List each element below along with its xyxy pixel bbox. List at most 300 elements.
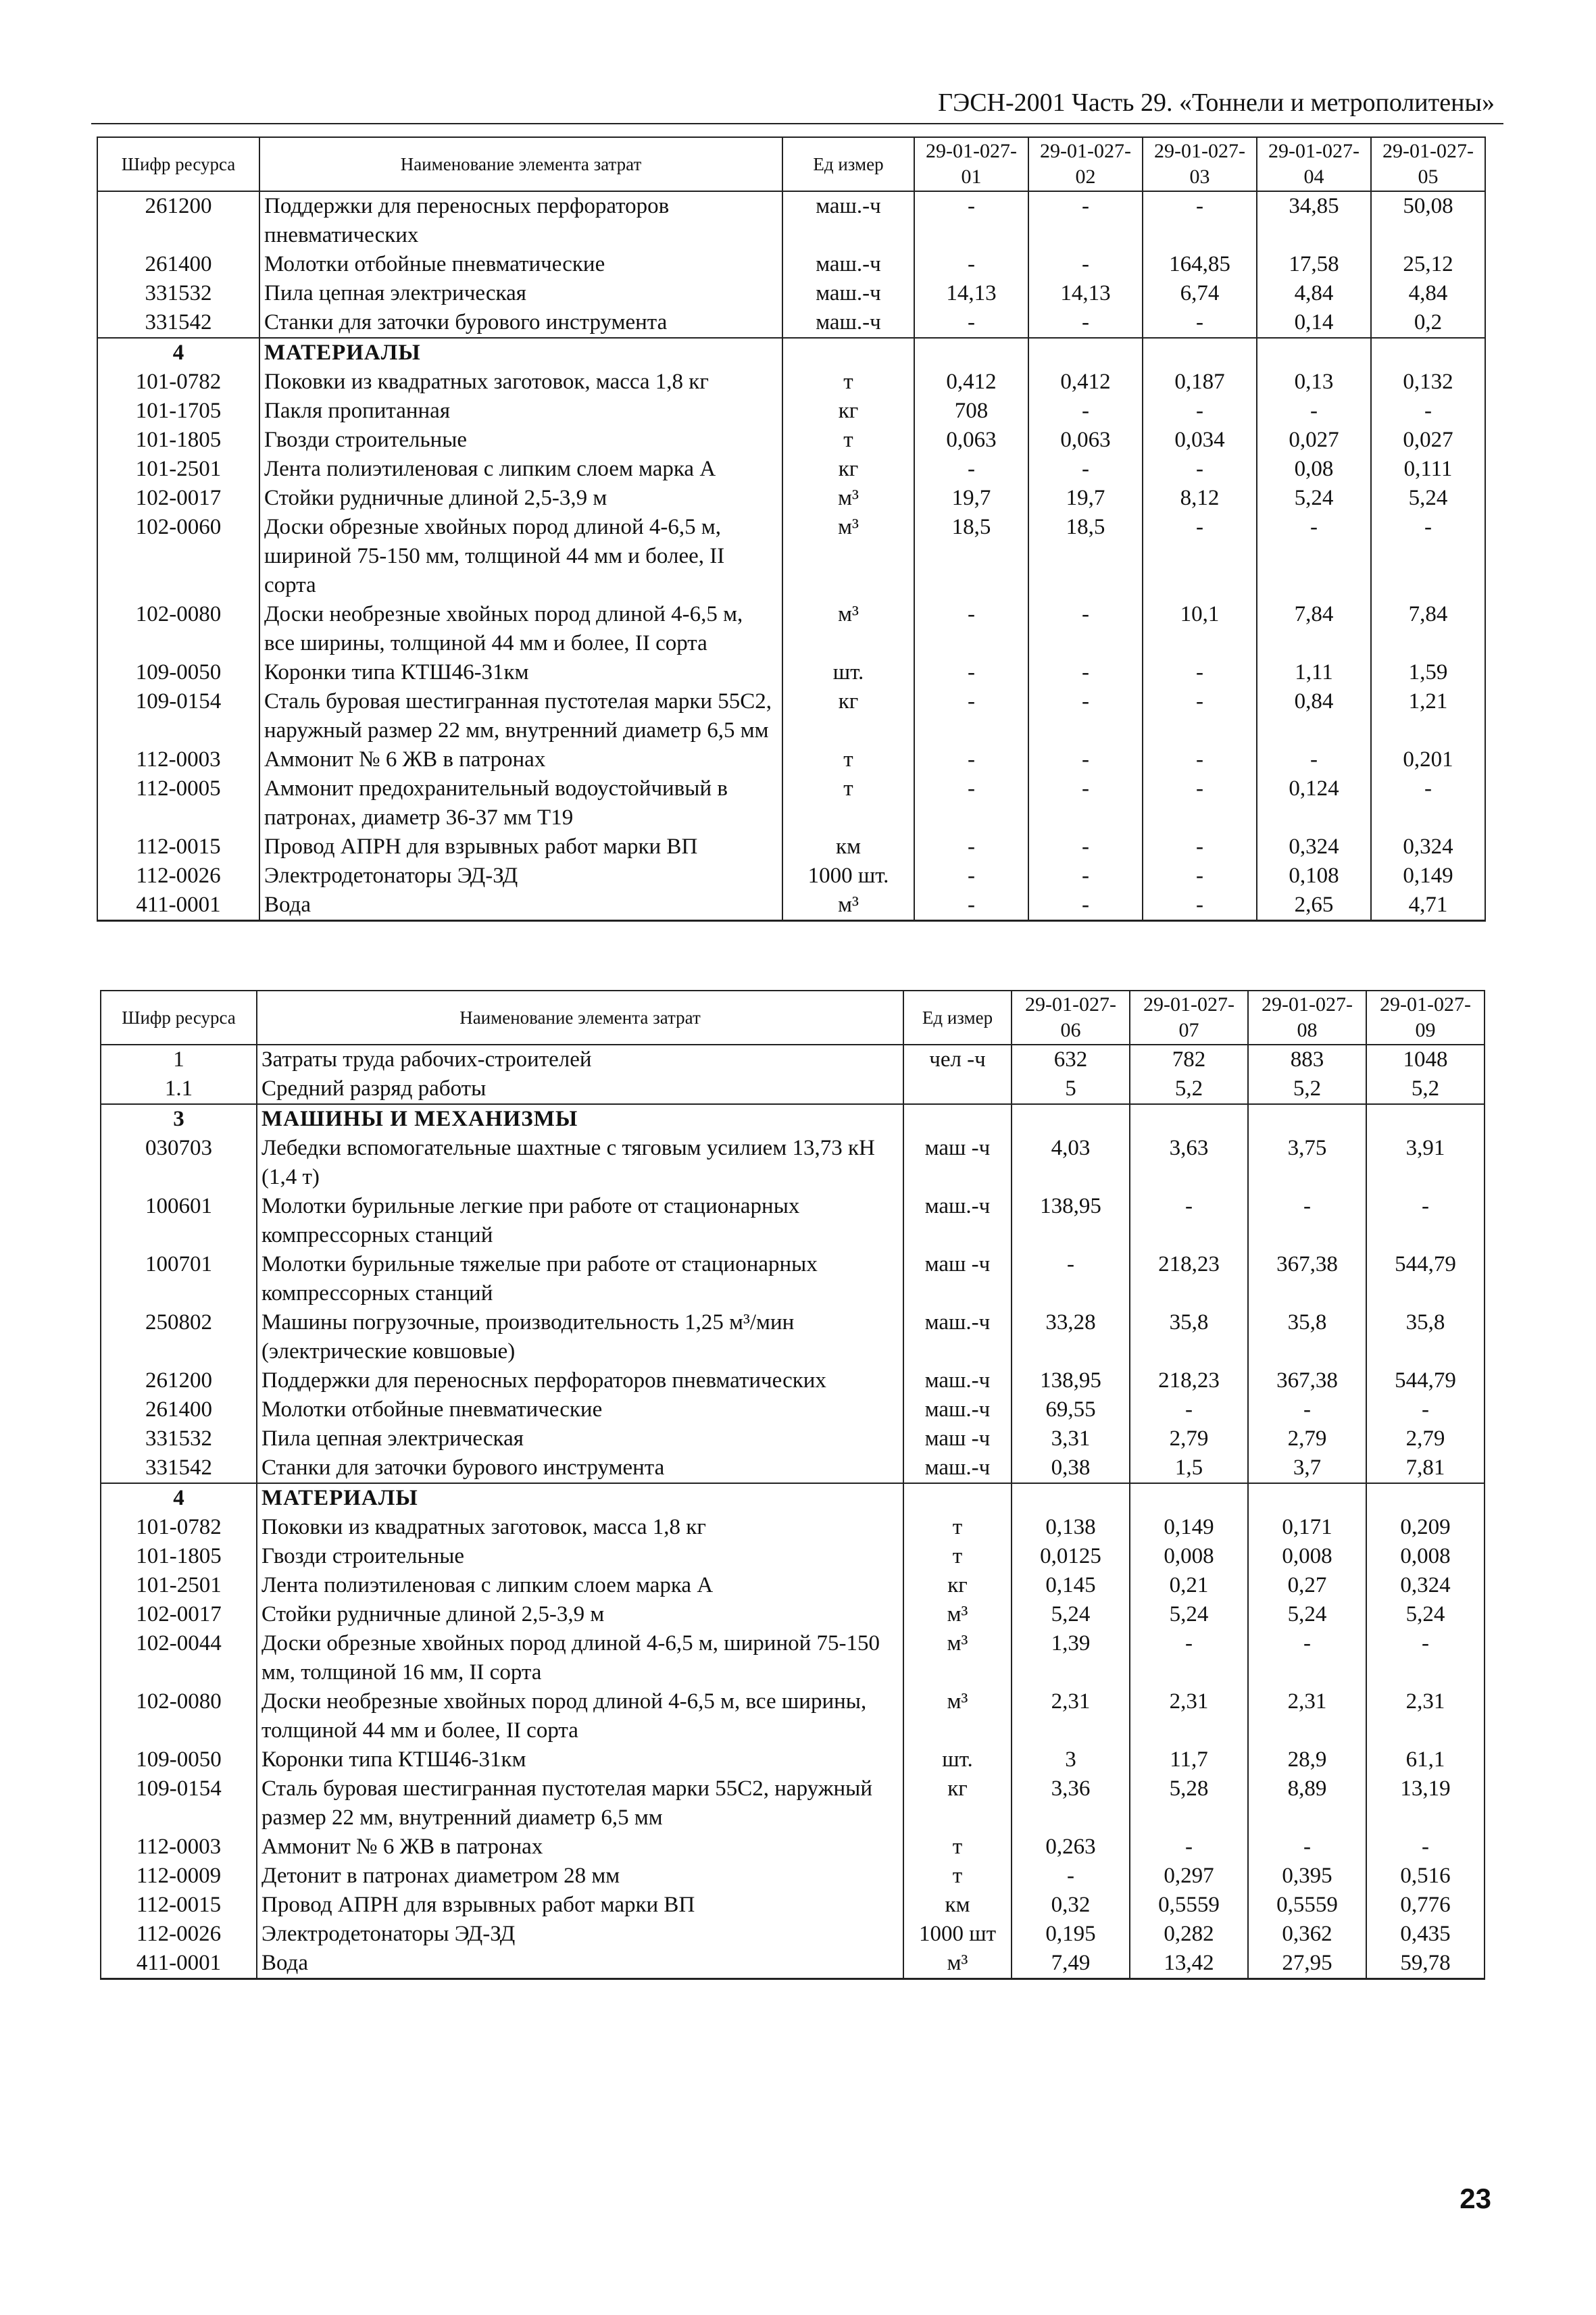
resource-name: Доски обрезные хвойных пород длиной 4-6,5 м, шириной 75-150 мм, толщиной 44 мм и более, II сорта (259, 513, 782, 600)
unit-cell: 1000 шт. (782, 862, 914, 891)
resource-name: Пакля пропитанная (259, 397, 782, 426)
norm-value: 0,324 (1371, 832, 1485, 862)
unit-cell: шт. (782, 658, 914, 687)
col-header-norm: 29-01-027-03 (1143, 137, 1257, 191)
norm-value: 0,84 (1257, 687, 1371, 745)
norm-value: 138,95 (1012, 1366, 1130, 1395)
norm-value: 0,034 (1143, 426, 1257, 455)
resource-code: 112-0026 (101, 1920, 257, 1949)
unit-cell: маш -ч (903, 1250, 1012, 1308)
norm-value: - (1130, 1192, 1248, 1250)
norm-value: - (1143, 191, 1257, 250)
norm-value: - (914, 891, 1028, 921)
norm-value: 0,324 (1366, 1571, 1485, 1600)
norm-value: 0,5559 (1248, 1891, 1366, 1920)
resource-name: Поддержки для переносных перфораторов пневматических (259, 191, 782, 250)
resource-name: Молотки бурильные тяжелые при работе от стационарных компрессорных станций (257, 1250, 903, 1308)
resource-table-bottom (100, 990, 1485, 1980)
table-row (101, 1542, 1485, 1571)
unit-cell: маш.-ч (782, 279, 914, 308)
resource-name: Стойки рудничные длиной 2,5-3,9 м (259, 484, 782, 513)
norm-value: - (1143, 308, 1257, 338)
value-cell (1366, 1483, 1485, 1513)
resource-code: 102-0044 (101, 1629, 257, 1687)
table-row (97, 862, 1485, 891)
table-row (97, 891, 1485, 921)
resource-code: 101-2501 (101, 1571, 257, 1600)
norm-value: 0,209 (1366, 1513, 1485, 1542)
norm-value: 883 (1248, 1045, 1366, 1074)
norm-value: 4,71 (1371, 891, 1485, 921)
table-row (101, 1571, 1485, 1600)
norm-value: 0,027 (1257, 426, 1371, 455)
resource-name: Поковки из квадратных заготовок, масса 1,8 кг (259, 368, 782, 397)
unit-cell: м³ (903, 1600, 1012, 1629)
resource-code: 101-1805 (101, 1542, 257, 1571)
resource-name: Электродетонаторы ЭД-ЗД (257, 1920, 903, 1949)
table-row (101, 1424, 1485, 1453)
table-row (101, 1687, 1485, 1745)
unit-cell: кг (903, 1774, 1012, 1833)
unit-cell: м³ (782, 600, 914, 658)
norm-value: 5,24 (1130, 1600, 1248, 1629)
unit-cell: м³ (782, 891, 914, 921)
norm-value: 0,171 (1248, 1513, 1366, 1542)
norm-value: - (1130, 1629, 1248, 1687)
table-row (101, 1192, 1485, 1250)
resource-name: Аммонит № 6 ЖВ в патронах (259, 745, 782, 774)
norm-value: 0,108 (1257, 862, 1371, 891)
resource-code: 261200 (97, 191, 259, 250)
norm-value: 2,79 (1366, 1424, 1485, 1453)
norm-value: 782 (1130, 1045, 1248, 1074)
norm-value: 0,008 (1366, 1542, 1485, 1571)
resource-name: Затраты труда рабочих-строителей (257, 1045, 903, 1074)
norm-value: 34,85 (1257, 191, 1371, 250)
resource-name: Доски необрезные хвойных пород длиной 4-6,5 м, все ширины, толщиной 44 мм и более, II сорта (259, 600, 782, 658)
norm-value: 1,11 (1257, 658, 1371, 687)
norm-value: 14,13 (1028, 279, 1143, 308)
norm-value: - (1371, 513, 1485, 600)
norm-value: 0,08 (1257, 455, 1371, 484)
norm-value: 0,138 (1012, 1513, 1130, 1542)
norm-value: 2,31 (1366, 1687, 1485, 1745)
norm-value: 0,282 (1130, 1920, 1248, 1949)
norm-value: - (1028, 600, 1143, 658)
page-header: ГЭСН-2001 Часть 29. «Тоннели и метрополитены» (938, 89, 1495, 117)
norm-value: - (1143, 774, 1257, 832)
resource-name: Доски необрезные хвойных пород длиной 4-6,5 м, все ширины, толщиной 44 мм и более, II сорта (257, 1687, 903, 1745)
norm-value: 0,412 (1028, 368, 1143, 397)
unit-cell: чел -ч (903, 1045, 1012, 1074)
unit-cell: маш -ч (903, 1134, 1012, 1192)
norm-value: 0,149 (1130, 1513, 1248, 1542)
value-cell (1143, 338, 1257, 368)
norm-value: 0,38 (1012, 1453, 1130, 1483)
table-row (97, 484, 1485, 513)
resource-table-top (97, 136, 1486, 922)
unit-cell (903, 1483, 1012, 1513)
resource-name: Пила цепная электрическая (257, 1424, 903, 1453)
norm-value: 0,195 (1012, 1920, 1130, 1949)
unit-cell: маш.-ч (903, 1308, 1012, 1366)
resource-code: 1 (101, 1045, 257, 1074)
unit-cell (903, 1074, 1012, 1104)
unit-cell: 1000 шт (903, 1920, 1012, 1949)
norm-value: 3,7 (1248, 1453, 1366, 1483)
norm-value: - (1028, 308, 1143, 338)
value-cell (1028, 338, 1143, 368)
norm-value: 69,55 (1012, 1395, 1130, 1424)
resource-name: Провод АПРН для взрывных работ марки ВП (257, 1891, 903, 1920)
norm-value: 367,38 (1248, 1250, 1366, 1308)
norm-value: 0,063 (1028, 426, 1143, 455)
resource-name: Молотки отбойные пневматические (259, 250, 782, 279)
norm-value: - (1130, 1395, 1248, 1424)
resource-name: Аммонит № 6 ЖВ в патронах (257, 1833, 903, 1862)
norm-value: - (1028, 455, 1143, 484)
table-row (97, 279, 1485, 308)
norm-value: 8,12 (1143, 484, 1257, 513)
resource-code: 112-0005 (97, 774, 259, 832)
unit-cell: кг (782, 397, 914, 426)
norm-value: - (1028, 891, 1143, 921)
unit-cell: шт. (903, 1745, 1012, 1774)
norm-value: - (914, 862, 1028, 891)
norm-value: 7,84 (1257, 600, 1371, 658)
norm-value: - (1366, 1192, 1485, 1250)
value-cell (914, 338, 1028, 368)
norm-value: 1,59 (1371, 658, 1485, 687)
norm-value: 6,74 (1143, 279, 1257, 308)
resource-code: 3 (101, 1104, 257, 1134)
norm-value: 0,201 (1371, 745, 1485, 774)
norm-value: - (1143, 862, 1257, 891)
norm-value: 0,2 (1371, 308, 1485, 338)
norm-value: 5,24 (1012, 1600, 1130, 1629)
norm-value: 50,08 (1371, 191, 1485, 250)
resource-code: 101-0782 (101, 1513, 257, 1542)
resource-name: Молотки бурильные легкие при работе от стационарных компрессорных станций (257, 1192, 903, 1250)
resource-code: 331542 (101, 1453, 257, 1483)
resource-code: 4 (101, 1483, 257, 1513)
resource-code: 030703 (101, 1134, 257, 1192)
table-row (97, 397, 1485, 426)
norm-value: - (1028, 745, 1143, 774)
norm-value: 0,5559 (1130, 1891, 1248, 1920)
value-cell (1248, 1483, 1366, 1513)
section-row (97, 338, 1485, 368)
resource-name: Средний разряд работы (257, 1074, 903, 1104)
norm-value: 18,5 (914, 513, 1028, 600)
norm-value: 5,24 (1257, 484, 1371, 513)
resource-name: Машины погрузочные, производительность 1,25 м³/мин (электрические ковшовые) (257, 1308, 903, 1366)
norm-value: - (1143, 397, 1257, 426)
resource-name: Молотки отбойные пневматические (257, 1395, 903, 1424)
norm-value: 19,7 (914, 484, 1028, 513)
page-number: 23 (1460, 2183, 1491, 2214)
norm-value: - (1028, 774, 1143, 832)
norm-value: - (1143, 658, 1257, 687)
norm-value: 0,13 (1257, 368, 1371, 397)
norm-value: 2,79 (1130, 1424, 1248, 1453)
resource-code: 331542 (97, 308, 259, 338)
norm-value: - (1028, 191, 1143, 250)
table-row (97, 455, 1485, 484)
section-title: МАТЕРИАЛЫ (259, 338, 782, 368)
norm-value: - (1366, 1395, 1485, 1424)
table-row (101, 1395, 1485, 1424)
norm-value: 0,187 (1143, 368, 1257, 397)
col-header-norm: 29-01-027-08 (1248, 991, 1366, 1045)
resource-name: Станки для заточки бурового инструмента (257, 1453, 903, 1483)
norm-value: 4,84 (1257, 279, 1371, 308)
norm-value: 3,91 (1366, 1134, 1485, 1192)
col-header-unit: Ед измер (903, 991, 1012, 1045)
norm-value: - (1143, 832, 1257, 862)
norm-value: - (1143, 687, 1257, 745)
norm-value: - (1371, 774, 1485, 832)
value-cell (1371, 338, 1485, 368)
table-row (101, 1891, 1485, 1920)
norm-value: 2,31 (1130, 1687, 1248, 1745)
norm-value: - (1028, 250, 1143, 279)
unit-cell: т (782, 426, 914, 455)
table-row (101, 1074, 1485, 1104)
unit-cell: маш.-ч (903, 1366, 1012, 1395)
norm-value: 708 (914, 397, 1028, 426)
value-cell (1130, 1483, 1248, 1513)
norm-value: - (914, 250, 1028, 279)
norm-value: 218,23 (1130, 1366, 1248, 1395)
unit-cell: маш.-ч (903, 1192, 1012, 1250)
norm-value: 5,24 (1248, 1600, 1366, 1629)
table-row (101, 1045, 1485, 1074)
table-row (97, 250, 1485, 279)
norm-value: - (1366, 1833, 1485, 1862)
norm-value: 5,28 (1130, 1774, 1248, 1833)
unit-cell: т (903, 1513, 1012, 1542)
col-header-norm: 29-01-027-06 (1012, 991, 1130, 1045)
table-row (97, 368, 1485, 397)
norm-value: 35,8 (1130, 1308, 1248, 1366)
resource-code: 331532 (97, 279, 259, 308)
table-row (97, 745, 1485, 774)
resource-code: 102-0080 (97, 600, 259, 658)
resource-name: Поковки из квадратных заготовок, масса 1,8 кг (257, 1513, 903, 1542)
norm-value: 5,2 (1248, 1074, 1366, 1104)
resource-code: 1.1 (101, 1074, 257, 1104)
table-row (101, 1629, 1485, 1687)
unit-cell: м³ (782, 513, 914, 600)
resource-code: 102-0017 (97, 484, 259, 513)
norm-value: 5,2 (1130, 1074, 1248, 1104)
resource-code: 112-0009 (101, 1862, 257, 1891)
unit-cell: т (903, 1542, 1012, 1571)
norm-value: 7,84 (1371, 600, 1485, 658)
resource-code: 101-0782 (97, 368, 259, 397)
header-rule (91, 123, 1503, 124)
col-header-norm: 29-01-027-07 (1130, 991, 1248, 1045)
norm-value: - (914, 455, 1028, 484)
unit-cell: т (782, 745, 914, 774)
norm-value: 0,27 (1248, 1571, 1366, 1600)
norm-value: 3 (1012, 1745, 1130, 1774)
norm-value: 367,38 (1248, 1366, 1366, 1395)
norm-value: 1,5 (1130, 1453, 1248, 1483)
unit-cell: м³ (782, 484, 914, 513)
table-row (97, 191, 1485, 250)
resource-name: Детонит в патронах диаметром 28 мм (257, 1862, 903, 1891)
table-row (97, 308, 1485, 338)
norm-value: 3,63 (1130, 1134, 1248, 1192)
norm-value: 0,111 (1371, 455, 1485, 484)
resource-name: Сталь буровая шестигранная пустотелая марки 55С2, наружный размер 22 мм, внутренний диаметр 6,5 мм (259, 687, 782, 745)
norm-value: 0,027 (1371, 426, 1485, 455)
value-cell (1257, 338, 1371, 368)
resource-name: Станки для заточки бурового инструмента (259, 308, 782, 338)
norm-value: 5 (1012, 1074, 1130, 1104)
unit-cell (903, 1104, 1012, 1134)
resource-code: 112-0003 (97, 745, 259, 774)
norm-value: - (914, 658, 1028, 687)
norm-value: 0,008 (1130, 1542, 1248, 1571)
norm-value: 0,32 (1012, 1891, 1130, 1920)
section-row (101, 1483, 1485, 1513)
resource-name: Коронки типа КТШ46-31км (259, 658, 782, 687)
norm-value: - (1257, 513, 1371, 600)
norm-value: 164,85 (1143, 250, 1257, 279)
norm-value: - (914, 600, 1028, 658)
unit-cell: м³ (903, 1687, 1012, 1745)
norm-value: 4,03 (1012, 1134, 1130, 1192)
norm-value: 35,8 (1248, 1308, 1366, 1366)
table-header-row (101, 991, 1485, 1045)
norm-value: 0,21 (1130, 1571, 1248, 1600)
unit-cell (782, 338, 914, 368)
resource-name: Коронки типа КТШ46-31км (257, 1745, 903, 1774)
norm-value: - (1130, 1833, 1248, 1862)
table-row (97, 832, 1485, 862)
norm-value: 632 (1012, 1045, 1130, 1074)
norm-value: - (1028, 687, 1143, 745)
unit-cell: т (782, 368, 914, 397)
norm-value: - (1248, 1192, 1366, 1250)
norm-value: - (1257, 745, 1371, 774)
col-header-norm: 29-01-027-04 (1257, 137, 1371, 191)
norm-value: 544,79 (1366, 1250, 1485, 1308)
value-cell (1366, 1104, 1485, 1134)
norm-value: 3,31 (1012, 1424, 1130, 1453)
norm-value: 0,776 (1366, 1891, 1485, 1920)
table-header-row (97, 137, 1485, 191)
norm-value: 0,395 (1248, 1862, 1366, 1891)
table-row (101, 1774, 1485, 1833)
norm-value: - (1028, 658, 1143, 687)
resource-code: 101-1805 (97, 426, 259, 455)
norm-value: 1048 (1366, 1045, 1485, 1074)
resource-code: 112-0003 (101, 1833, 257, 1862)
norm-value: 0,124 (1257, 774, 1371, 832)
norm-value: - (1028, 862, 1143, 891)
norm-value: 0,362 (1248, 1920, 1366, 1949)
unit-cell: маш.-ч (782, 250, 914, 279)
norm-value: - (1248, 1833, 1366, 1862)
norm-value: - (1028, 832, 1143, 862)
norm-value: 59,78 (1366, 1949, 1485, 1979)
norm-value: - (1012, 1250, 1130, 1308)
col-header-code: Шифр ресурса (101, 991, 257, 1045)
norm-value: 0,412 (914, 368, 1028, 397)
resource-code: 411-0001 (101, 1949, 257, 1979)
resource-name: Вода (257, 1949, 903, 1979)
norm-value: 18,5 (1028, 513, 1143, 600)
resource-code: 112-0026 (97, 862, 259, 891)
unit-cell: маш -ч (903, 1424, 1012, 1453)
norm-value: 0,0125 (1012, 1542, 1130, 1571)
unit-cell: маш.-ч (903, 1453, 1012, 1483)
resource-code: 261400 (101, 1395, 257, 1424)
table-row (97, 426, 1485, 455)
col-header-name: Наименование элемента затрат (257, 991, 903, 1045)
value-cell (1012, 1483, 1130, 1513)
resource-name: Провод АПРН для взрывных работ марки ВП (259, 832, 782, 862)
norm-value: - (914, 308, 1028, 338)
unit-cell: кг (782, 687, 914, 745)
norm-value: - (1028, 397, 1143, 426)
norm-value: 33,28 (1012, 1308, 1130, 1366)
unit-cell: маш.-ч (782, 308, 914, 338)
resource-code: 411-0001 (97, 891, 259, 921)
norm-value: - (1248, 1629, 1366, 1687)
norm-value: 10,1 (1143, 600, 1257, 658)
unit-cell: т (903, 1833, 1012, 1862)
resource-code: 100701 (101, 1250, 257, 1308)
value-cell (1248, 1104, 1366, 1134)
table-row (101, 1453, 1485, 1483)
resource-name: Поддержки для переносных перфораторов пневматических (257, 1366, 903, 1395)
resource-name: Гвозди строительные (257, 1542, 903, 1571)
resource-code: 102-0017 (101, 1600, 257, 1629)
table-row (97, 600, 1485, 658)
resource-name: Лента полиэтиленовая с липким слоем марка А (259, 455, 782, 484)
norm-value: 3,75 (1248, 1134, 1366, 1192)
table-row (101, 1745, 1485, 1774)
section-title: МАТЕРИАЛЫ (257, 1483, 903, 1513)
norm-value: 5,2 (1366, 1074, 1485, 1104)
table-row (101, 1862, 1485, 1891)
norm-value: 7,49 (1012, 1949, 1130, 1979)
resource-code: 261200 (101, 1366, 257, 1395)
norm-value: 35,8 (1366, 1308, 1485, 1366)
norm-value: 2,31 (1012, 1687, 1130, 1745)
table-row (97, 513, 1485, 600)
norm-value: - (914, 687, 1028, 745)
resource-code: 112-0015 (101, 1891, 257, 1920)
norm-value: 544,79 (1366, 1366, 1485, 1395)
norm-value: - (1257, 397, 1371, 426)
resource-code: 102-0080 (101, 1687, 257, 1745)
unit-cell: маш.-ч (782, 191, 914, 250)
resource-name: Аммонит предохранительный водоустойчивый в патронах, диаметр 36-37 мм Т19 (259, 774, 782, 832)
unit-cell: т (782, 774, 914, 832)
unit-cell: кг (903, 1571, 1012, 1600)
resource-code: 112-0015 (97, 832, 259, 862)
norm-value: 3,36 (1012, 1774, 1130, 1833)
resource-code: 261400 (97, 250, 259, 279)
norm-value: 2,65 (1257, 891, 1371, 921)
table-row (101, 1308, 1485, 1366)
